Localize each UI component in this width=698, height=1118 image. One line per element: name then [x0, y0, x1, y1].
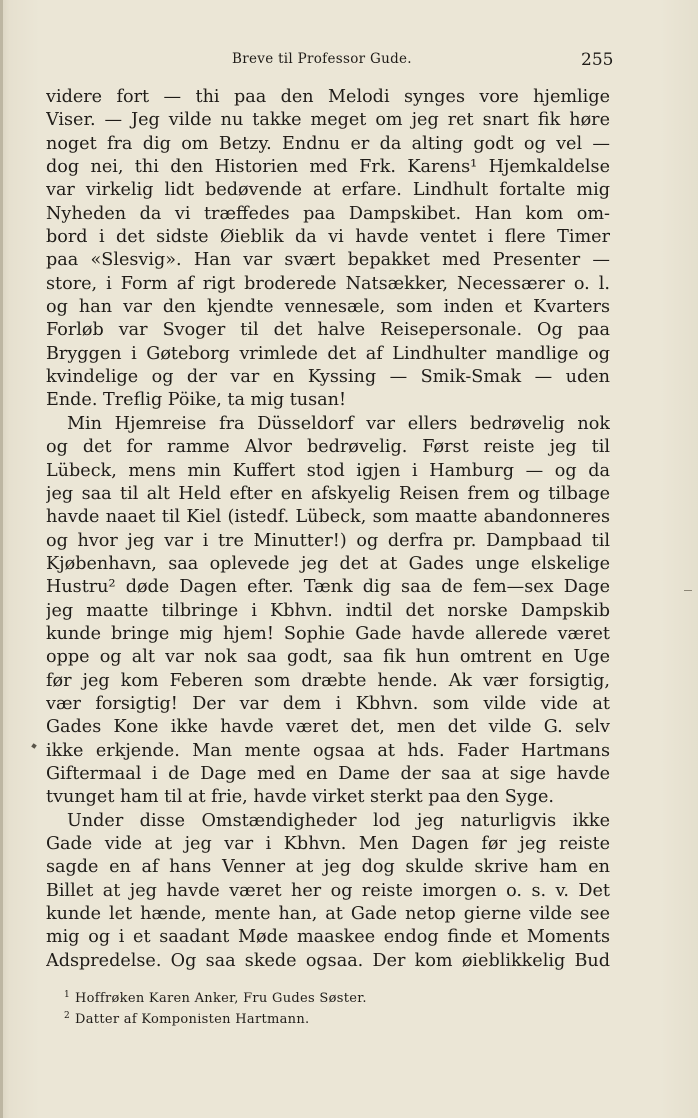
text-line: kvindelige og der var en Kyssing — Smik-Smak — uden [46, 367, 610, 388]
text-line: store, i Form af rigt broderede Natsækker, Necessærer o. l. [46, 273, 610, 294]
text-line: Adspredelse. Og saa skede ogsaa. Der kom øieblikkelig Bud [46, 950, 610, 971]
text-line: jeg saa til alt Held efter en afskyelig Reisen frem og tilbage [46, 483, 610, 504]
text-line: var virkelig lidt bedøvende at erfare. Lindhult fortalte mig [46, 180, 610, 201]
footnote [64, 988, 584, 1009]
text-line: tvunget ham til at frie, havde virket sterkt paa den Syge. [46, 787, 554, 808]
text-line: Hustru² døde Dagen efter. Tænk dig saa de fem—sex Dage [46, 577, 610, 598]
text-line: Kjøbenhavn, saa oplevede jeg det at Gades unge elskelige [46, 553, 610, 574]
footnote-mark: 2 [64, 1011, 71, 1021]
footnote-mark: 1 [64, 990, 71, 1000]
text-line: kunde let hænde, mente han, at Gade netop gierne vilde see [46, 904, 610, 925]
margin-mark [684, 590, 692, 591]
text-line: Gades Kone ikke havde været det, men det vilde G. selv [46, 717, 610, 738]
text-line: Forløb var Svoger til det halve Reisepersonale. Og paa [46, 320, 610, 341]
text-line: Bryggen i Gøteborg vrimlede det af Lindhulter mandlige og [46, 343, 610, 364]
text-line: dog nei, thi den Historien med Frk. Karens¹ Hjemkaldelse [46, 157, 610, 178]
text-line: kunde bringe mig hjem! Sophie Gade havde allerede været [46, 623, 610, 644]
text-line: sagde en af hans Venner at jeg dog skulde skrive ham en [46, 857, 610, 878]
footnotes [64, 988, 584, 1030]
text-line: Ende. Treflig Pöike, ta mig tusan! [46, 390, 347, 411]
footnote-text: Datter af Komponisten Hartmann. [75, 1012, 310, 1027]
page-spine-edge [0, 0, 3, 1118]
text-line: Nyheden da vi træffedes paa Dampskibet. Han kom om- [46, 203, 610, 224]
text-line: jeg maatte tilbringe i Kbhvn. indtil det norske Dampskib [46, 600, 610, 621]
text-line: Viser. — Jeg vilde nu takke meget om jeg ret snart fik høre [46, 110, 610, 131]
text-line: oppe og alt var nok saa godt, saa fik hun omtrent en Uge [46, 647, 610, 668]
text-line: og det for ramme Alvor bedrøvelig. Først reiste jeg til [46, 437, 610, 458]
text-line: og hvor jeg var i tre Minutter!) og derfra pr. Dampbaad til [46, 530, 610, 551]
text-line: Gade vide at jeg var i Kbhvn. Men Dagen før jeg reiste [46, 834, 610, 854]
text-line: paa «Slesvig». Han var svært bepakket med Presenter — [46, 250, 610, 271]
text-line: Min Hjemreise fra Düsseldorf var ellers bedrøvelig nok [67, 413, 610, 434]
footnote [64, 1009, 584, 1030]
text-line: før jeg kom Feberen som dræbte hende. Ak vær forsigtig, [46, 670, 610, 691]
text-line: og han var den kjendte vennesæle, som inden et Kvarters [46, 297, 610, 318]
running-head [0, 50, 698, 70]
text-line: Billet at jeg havde været her og reiste imorgen o. s. v. Det [46, 880, 610, 901]
page-number: 255 [581, 50, 614, 70]
text-line: Giftermaal i de Dage med en Dame der saa at sige havde [46, 763, 610, 784]
text-line: Under disse Omstændigheder lod jeg naturligvis ikke [67, 810, 610, 831]
footnote-text: Hoffrøken Karen Anker, Fru Gudes Søster. [75, 991, 367, 1006]
running-title: Breve til Professor Gude. [232, 51, 412, 67]
text-line: Lübeck, mens min Kuffert stod igjen i Hamburg — og da [46, 460, 610, 481]
text-line: mig og i et saadant Møde maaskee endog finde et Moments [46, 927, 610, 948]
text-line: ikke erkjende. Man mente ogsaa at hds. Fader Hartmans [46, 740, 610, 761]
text-line: bord i det sidste Øieblik da vi havde ventet i flere Timer [46, 227, 610, 248]
text-line: noget fra dig om Betzy. Endnu er da alting godt og vel — [46, 133, 610, 154]
ink-speck [31, 743, 37, 749]
text-line: havde naaet til Kiel (istedf. Lübeck, som maatte abandonneres [46, 507, 610, 528]
body-text [46, 86, 610, 973]
text-line: vær forsigtig! Der var dem i Kbhvn. som vilde vide at [46, 693, 610, 714]
text-line: videre fort — thi paa den Melodi synges vore hjemlige [46, 87, 610, 107]
